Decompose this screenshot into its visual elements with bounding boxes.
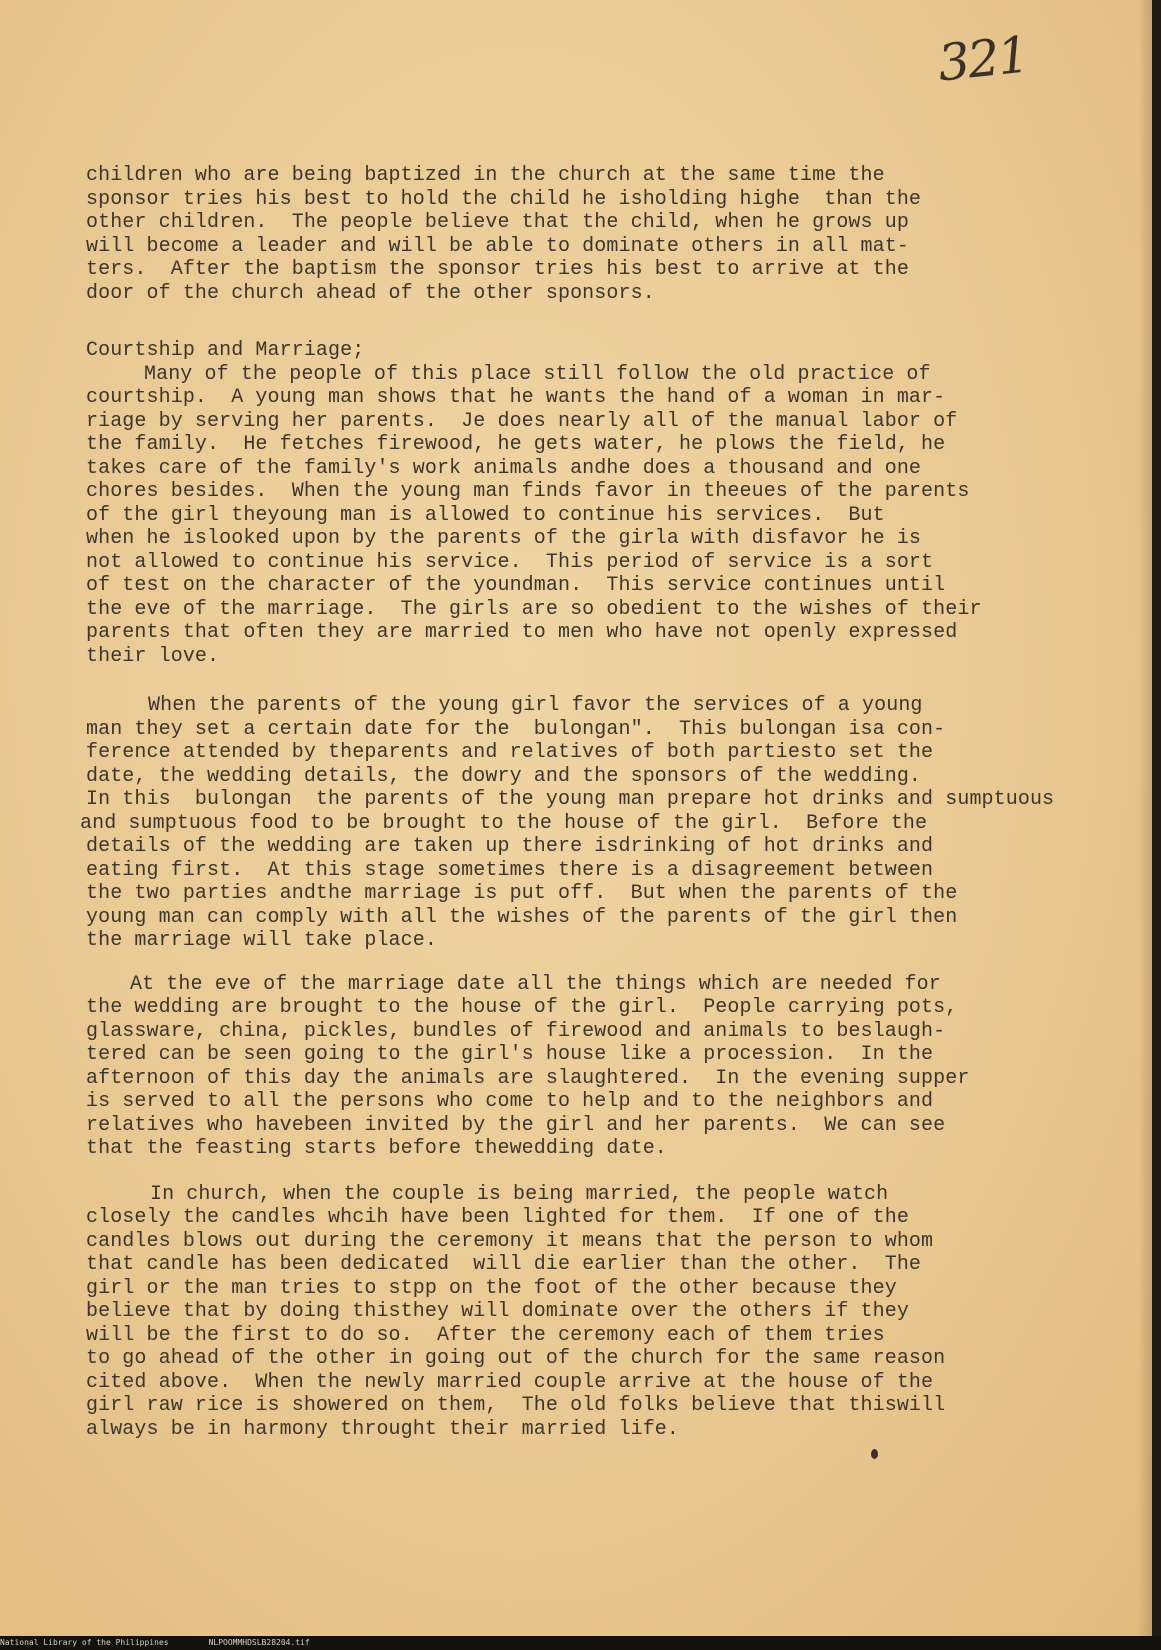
text-line: In this bulongan the parents of the young man prepare hot drinks and sumptuous xyxy=(86,788,1055,811)
text-line: the wedding are brought to the house of the girl. People carrying pots, xyxy=(86,996,958,1019)
footer-library-name: National Library of the Philippines xyxy=(0,1638,169,1647)
bulongan-paragraph xyxy=(80,694,1096,953)
text-line: not allowed to continue his service. This period of service is a sort xyxy=(86,550,934,574)
text-line: eating first. At this stage sometimes there is a disagreement between xyxy=(86,858,934,882)
courtship-paragraph xyxy=(86,363,1096,669)
handwritten-page-number: 321 xyxy=(935,25,1031,93)
text-line: believe that by doing thisthey will dominate over the others if they xyxy=(86,1300,909,1323)
text-line: afternoon of this day the animals are slaughtered. In the evening supper xyxy=(86,1066,970,1090)
footer-file-id: NLPOOMMHDSLB28204.tif xyxy=(208,1638,310,1647)
paragraph-gap xyxy=(86,1161,1096,1183)
text-line: the eve of the marriage. The girls are so obedient to the wishes of their xyxy=(86,597,982,621)
text-line: takes care of the family's work animals andhe does a thousand and one xyxy=(86,456,922,480)
text-line: will become a leader and will be able to dominate others in all mat- xyxy=(86,234,909,258)
text-line: ters. After the baptism the sponsor tries his best to arrive at the xyxy=(86,258,909,281)
intro-paragraph xyxy=(86,164,1096,305)
eve-paragraph xyxy=(86,973,1096,1161)
church-paragraph xyxy=(86,1183,1096,1442)
text-line: date, the wedding details, the dowry and the sponsors of the wedding. xyxy=(86,764,922,788)
text-line: other children. The people believe that the child, when he grows up xyxy=(86,211,909,234)
text-line: door of the church ahead of the other sponsors. xyxy=(86,281,655,305)
page-edge-shadow xyxy=(1138,0,1152,1636)
text-line: riage by serving her parents. Je does nearly all of the manual labor of xyxy=(86,409,958,433)
text-line: tered can be seen going to the girl's house like a procession. In the xyxy=(86,1043,934,1066)
text-line: details of the wedding are taken up there isdrinking of hot drinks and xyxy=(86,835,934,858)
text-line: parents that often they are married to men who have not openly expressed xyxy=(86,621,958,644)
text-line: the marriage will take place. xyxy=(86,929,437,952)
text-line: chores besides. When the young man finds favor in theeues of the parents xyxy=(86,480,970,503)
text-line: their love. xyxy=(86,644,220,668)
text-line: always be in harmony throught their married life. xyxy=(86,1417,679,1441)
text-line: man they set a certain date for the bulongan". This bulongan isa con- xyxy=(86,717,946,741)
text-line: to go ahead of the other in going out of the church for the same reason xyxy=(86,1347,946,1370)
text-line: Many of the people of this place still follow the old practice of xyxy=(144,362,931,386)
text-line: glassware, china, pickles, bundles of firewood and animals to beslaugh- xyxy=(86,1019,946,1043)
text-line: of test on the character of the youndman. This service continues until xyxy=(86,574,946,597)
text-line: At the eve of the marriage date all the things which are needed for xyxy=(130,972,941,996)
text-line: girl or the man tries to stpp on the foot of the other because they xyxy=(86,1276,897,1300)
text-line: sponsor tries his best to hold the child he isholding highe than the xyxy=(86,187,922,211)
text-line: that candle has been dedicated will die earlier than the other. The xyxy=(86,1253,922,1276)
text-line: In church, when the couple is being married, the people watch xyxy=(150,1182,889,1206)
text-line: of the girl theyoung man is allowed to continue his services. But xyxy=(86,503,885,527)
typewritten-text xyxy=(80,164,1096,1441)
scan-footer xyxy=(0,1636,1161,1650)
text-line: is served to all the persons who come to help and to the neighbors and xyxy=(86,1090,934,1113)
text-line: courtship. A young man shows that he wants the hand of a woman in mar- xyxy=(86,386,946,409)
text-line: closely the candles whcih have been lighted for them. If one of the xyxy=(86,1206,909,1229)
paragraph-gap xyxy=(86,668,1096,694)
text-line: will be the first to do so. After the ceremony each of them tries xyxy=(86,1323,885,1347)
paragraph-gap xyxy=(86,305,1096,337)
text-line: children who are being baptized in the church at the same time the xyxy=(86,164,885,187)
text-line: young man can comply with all the wishes of the parents of the girl then xyxy=(86,905,958,929)
text-line: relatives who havebeen invited by the girl and her parents. We can see xyxy=(86,1113,946,1137)
text-line: that the feasting starts before thewedding date. xyxy=(86,1137,667,1160)
ink-dot-mark xyxy=(871,1449,878,1459)
text-line: cited above. When the newly married couple arrive at the house of the xyxy=(86,1370,934,1394)
text-line: and sumptuous food to be brought to the house of the girl. Before the xyxy=(80,811,928,835)
section-heading: Courtship and Marriage; xyxy=(86,339,365,362)
paragraph-gap xyxy=(86,953,1096,973)
text-line: when he islooked upon by the parents of the girla with disfavor he is xyxy=(86,527,922,550)
text-line: ference attended by theparents and relatives of both partiesto set the xyxy=(86,741,934,764)
text-line: girl raw rice is showered on them, The old folks believe that thiswill xyxy=(86,1394,946,1417)
text-line: the two parties andthe marriage is put off. But when the parents of the xyxy=(86,882,958,905)
text-line: When the parents of the young girl favor the services of a young xyxy=(148,694,923,717)
text-line: the family. He fetches firewood, he gets water, he plows the field, he xyxy=(86,433,946,456)
text-line: candles blows out during the ceremony it means that the person to whom xyxy=(86,1229,934,1253)
